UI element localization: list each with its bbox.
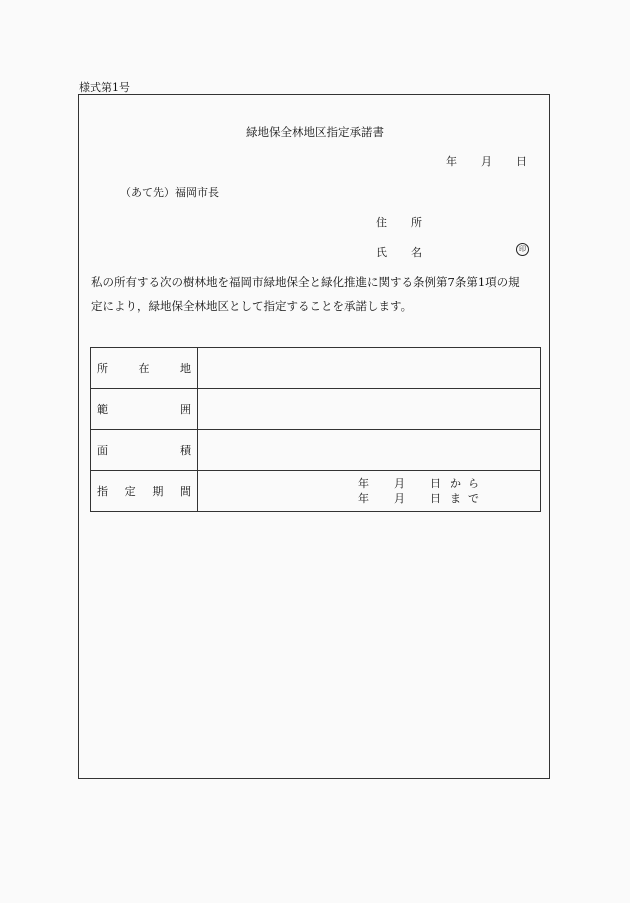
period-to-line: [198, 491, 540, 506]
extent-label-cell: [91, 389, 198, 430]
address-label-1: 住: [376, 216, 387, 229]
table-row: [91, 430, 541, 471]
consent-text-line-2: 定により，緑地保全林地区として指定することを承諾します。: [91, 299, 413, 313]
period-label-char: 定: [124, 485, 136, 498]
area-label-char: 面: [97, 444, 108, 457]
address-label-2: 所: [411, 216, 422, 229]
table-row: [91, 348, 541, 389]
period-to-char: ま: [450, 492, 461, 505]
period-label-char: 間: [179, 485, 191, 498]
location-label-cell: [91, 348, 198, 389]
table-row: [91, 471, 541, 512]
date-day-label: 日: [516, 155, 527, 168]
period-from-year: 年: [358, 477, 369, 490]
document-title: 緑地保全林地区指定承諾書: [246, 125, 384, 139]
period-label-char: 指: [97, 485, 108, 498]
date-year-label: 年: [446, 155, 457, 168]
seal-mark: 印: [516, 243, 529, 256]
table-row: [91, 389, 541, 430]
period-label-cell: [91, 471, 198, 512]
period-from-day: 日: [430, 477, 441, 490]
form-number: 様式第1号: [79, 81, 130, 94]
location-label-char: 地: [180, 362, 191, 375]
period-label-char: 期: [152, 485, 164, 498]
period-to-day: 日: [430, 492, 441, 505]
area-label-cell: [91, 430, 198, 471]
location-value-cell[interactable]: [198, 348, 541, 389]
location-label-char: 在: [138, 362, 150, 375]
extent-label-char: 範: [97, 403, 108, 416]
name-label-1: 氏: [376, 246, 387, 259]
name-label-2: 名: [411, 246, 422, 259]
addressee: （あて先）福岡市長: [120, 186, 219, 199]
period-to-month: 月: [394, 492, 405, 505]
extent-value-cell[interactable]: [198, 389, 541, 430]
detail-table: [90, 347, 541, 512]
period-value-cell[interactable]: [198, 471, 541, 512]
period-to-char: で: [468, 492, 479, 505]
area-label-char: 積: [180, 444, 191, 457]
extent-label-char: 囲: [180, 403, 191, 416]
period-from-char: ら: [468, 477, 479, 490]
consent-text-line-1: 私の所有する次の樹林地を福岡市緑地保全と緑化推進に関する条例第7条第1項の規: [91, 275, 520, 289]
date-month-label: 月: [481, 155, 492, 168]
period-from-char: か: [450, 477, 461, 490]
period-from-month: 月: [394, 477, 405, 490]
area-value-cell[interactable]: [198, 430, 541, 471]
period-from-line: [198, 476, 540, 491]
location-label-char: 所: [97, 362, 108, 375]
period-to-year: 年: [358, 492, 369, 505]
